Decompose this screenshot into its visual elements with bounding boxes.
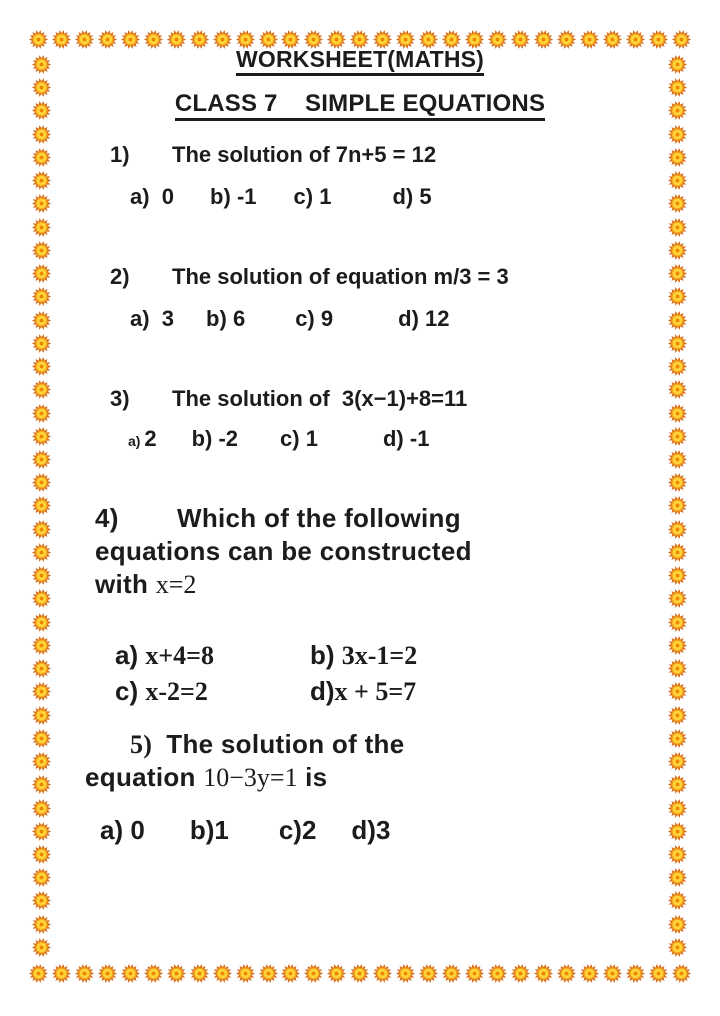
- border-flower-icon: [31, 774, 52, 795]
- border-flower-icon: [667, 612, 688, 633]
- border-flower-icon: [667, 635, 688, 656]
- border-flower-icon: [31, 519, 52, 540]
- border-flower-icon: [31, 472, 52, 493]
- option-b: [206, 304, 245, 334]
- border-flower-icon: [31, 310, 52, 331]
- option-label: d): [351, 815, 376, 845]
- question-4-equation: x=2: [155, 570, 197, 599]
- option-value: -1: [236, 184, 257, 209]
- border-flower-icon: [441, 963, 462, 984]
- border-flowers-left: [30, 54, 52, 958]
- option-value: 6: [232, 306, 246, 331]
- option-label: c): [278, 815, 302, 845]
- border-flower-icon: [667, 240, 688, 261]
- border-flower-icon: [31, 681, 52, 702]
- border-flower-icon: [31, 193, 52, 214]
- border-flower-icon: [667, 728, 688, 749]
- option-label: a): [115, 640, 146, 670]
- border-flower-icon: [667, 751, 688, 772]
- option-label: b): [210, 184, 237, 209]
- border-flower-icon: [667, 100, 688, 121]
- border-flower-icon: [28, 29, 49, 50]
- border-flower-icon: [31, 844, 52, 865]
- option-c: [115, 675, 310, 708]
- border-flower-icon: [667, 565, 688, 586]
- option-value: 3: [161, 306, 175, 331]
- border-flower-icon: [395, 963, 416, 984]
- border-flower-icon: [667, 217, 688, 238]
- option-d: [383, 424, 429, 454]
- question-3-number: 3): [110, 386, 130, 411]
- option-label: a): [130, 306, 162, 331]
- border-flower-icon: [667, 844, 688, 865]
- option-d: [392, 182, 431, 212]
- option-equation: x+4=8: [145, 641, 214, 670]
- border-flower-icon: [556, 963, 577, 984]
- border-flower-icon: [31, 147, 52, 168]
- option-b: [210, 182, 256, 212]
- border-flower-icon: [487, 963, 508, 984]
- border-flower-icon: [667, 356, 688, 377]
- border-flower-icon: [31, 217, 52, 238]
- option-c: [295, 304, 333, 334]
- border-flower-icon: [212, 963, 233, 984]
- option-d: [351, 814, 390, 847]
- question-4-number: 4): [95, 503, 119, 533]
- border-flower-icon: [31, 333, 52, 354]
- option-equation: x-2=2: [145, 677, 208, 706]
- question-4-options: [55, 639, 665, 708]
- question-1: [55, 140, 665, 170]
- border-flower-icon: [31, 821, 52, 842]
- border-flower-icon: [31, 798, 52, 819]
- border-flower-icon: [671, 963, 692, 984]
- option-value: -1: [409, 426, 430, 451]
- option-label: a): [130, 184, 162, 209]
- border-flower-icon: [667, 426, 688, 447]
- border-flower-icon: [31, 588, 52, 609]
- border-flower-icon: [31, 403, 52, 424]
- option-label: a): [128, 433, 145, 449]
- option-label: d): [398, 306, 426, 331]
- border-flower-icon: [31, 100, 52, 121]
- question-4: [55, 502, 665, 601]
- border-flower-icon: [667, 937, 688, 958]
- border-flower-icon: [667, 403, 688, 424]
- question-5: [55, 728, 665, 794]
- option-value: 1: [319, 184, 332, 209]
- question-4-line1: [95, 502, 665, 535]
- border-flower-icon: [97, 963, 118, 984]
- question-1-text: The solution of 7n+5 = 12: [172, 142, 437, 167]
- border-flower-icon: [372, 963, 393, 984]
- border-flower-icon: [31, 612, 52, 633]
- border-flower-icon: [189, 963, 210, 984]
- border-flower-icon: [31, 635, 52, 656]
- border-flower-icon: [31, 658, 52, 679]
- border-flower-icon: [31, 124, 52, 145]
- option-d: [398, 304, 449, 334]
- option-a: [128, 424, 157, 456]
- border-flower-icon: [667, 77, 688, 98]
- option-a: [115, 639, 310, 672]
- question-4-line2: equations can be constructed: [95, 536, 472, 566]
- border-flower-icon: [510, 963, 531, 984]
- border-flower-icon: [464, 963, 485, 984]
- border-flower-icon: [31, 263, 52, 284]
- option-value: 2: [301, 815, 317, 845]
- option-label: a): [100, 815, 131, 845]
- border-flower-icon: [667, 472, 688, 493]
- border-flower-icon: [31, 240, 52, 261]
- option-a: [130, 304, 174, 334]
- option-a: [100, 814, 145, 847]
- border-flower-icon: [31, 286, 52, 307]
- option-label: c): [295, 306, 321, 331]
- option-c: [280, 424, 318, 454]
- border-flower-icon: [31, 914, 52, 935]
- border-flower-icon: [258, 963, 279, 984]
- border-flower-icon: [667, 286, 688, 307]
- option-c: [279, 814, 317, 847]
- border-flower-icon: [667, 821, 688, 842]
- border-flower-icon: [31, 426, 52, 447]
- border-flower-icon: [667, 147, 688, 168]
- subtitle-row: [55, 90, 665, 118]
- border-flower-icon: [667, 681, 688, 702]
- option-equation: x + 5=7: [334, 677, 417, 706]
- border-flower-icon: [667, 890, 688, 911]
- question-3-options: [55, 424, 665, 456]
- question-2: [55, 262, 665, 292]
- border-flower-icon: [31, 449, 52, 470]
- option-a: [130, 182, 174, 212]
- border-flower-icon: [667, 263, 688, 284]
- border-flower-icon: [74, 963, 95, 984]
- worksheet-content: [55, 30, 665, 847]
- border-flower-icon: [31, 495, 52, 516]
- option-label: c): [115, 676, 146, 706]
- border-flower-icon: [667, 193, 688, 214]
- border-flower-icon: [667, 705, 688, 726]
- question-5-text-suffix: is: [297, 762, 328, 792]
- option-value: 1: [305, 426, 318, 451]
- border-flower-icon: [667, 333, 688, 354]
- option-label: c): [293, 184, 320, 209]
- border-flower-icon: [667, 54, 688, 75]
- border-flower-icon: [667, 588, 688, 609]
- question-5-text-line2: equation: [85, 762, 204, 792]
- border-flower-icon: [31, 728, 52, 749]
- border-flower-icon: [31, 751, 52, 772]
- border-flower-icon: [667, 124, 688, 145]
- border-flower-icon: [667, 495, 688, 516]
- question-2-options: [55, 304, 665, 334]
- border-flower-icon: [31, 77, 52, 98]
- border-flower-icon: [349, 963, 370, 984]
- title-row: [55, 46, 665, 73]
- question-4-text-line3: with: [95, 569, 156, 599]
- border-flower-icon: [418, 963, 439, 984]
- question-1-options: [55, 182, 665, 212]
- option-value: 0: [130, 815, 145, 845]
- border-flower-icon: [667, 914, 688, 935]
- option-d: [310, 675, 665, 708]
- border-flower-icon: [667, 798, 688, 819]
- page-title: WORKSHEET(MATHS): [236, 46, 484, 76]
- option-value: -2: [218, 426, 239, 451]
- border-flower-icon: [602, 963, 623, 984]
- border-flower-icon: [667, 379, 688, 400]
- option-value: 9: [320, 306, 334, 331]
- border-flower-icon: [667, 170, 688, 191]
- border-flower-icon: [31, 542, 52, 563]
- border-flower-icon: [667, 310, 688, 331]
- question-3-text: The solution of 3(x−1)+8=11: [172, 386, 468, 411]
- question-3: [55, 384, 665, 414]
- border-flower-icon: [31, 867, 52, 888]
- option-value: 2: [144, 426, 157, 451]
- question-1-number: 1): [110, 142, 130, 167]
- border-flower-icon: [235, 963, 256, 984]
- border-flower-icon: [166, 963, 187, 984]
- border-flower-icon: [303, 963, 324, 984]
- border-flower-icon: [671, 29, 692, 50]
- option-label: d): [310, 676, 335, 706]
- border-flower-icon: [31, 890, 52, 911]
- border-flower-icon: [31, 356, 52, 377]
- border-flower-icon: [143, 963, 164, 984]
- question-4-line3: [95, 568, 665, 601]
- option-label: b): [189, 815, 215, 845]
- question-5-equation: 10−3y=1: [203, 763, 298, 792]
- option-b: [310, 639, 665, 672]
- border-flower-icon: [648, 963, 669, 984]
- border-flowers-right: [666, 54, 688, 958]
- option-value: 3: [375, 815, 391, 845]
- border-flower-icon: [533, 963, 554, 984]
- option-label: d): [382, 426, 410, 451]
- border-flower-icon: [667, 519, 688, 540]
- border-flower-icon: [31, 705, 52, 726]
- option-equation: 3x-1=2: [341, 641, 418, 670]
- border-flower-icon: [280, 963, 301, 984]
- border-flower-icon: [31, 937, 52, 958]
- option-label: b): [191, 426, 219, 451]
- option-label: b): [310, 640, 342, 670]
- border-flower-icon: [28, 963, 49, 984]
- option-value: 5: [419, 184, 432, 209]
- option-label: d): [392, 184, 420, 209]
- option-b: [190, 814, 229, 847]
- border-flower-icon: [579, 963, 600, 984]
- border-flower-icon: [667, 774, 688, 795]
- question-2-text: The solution of equation m/3 = 3: [172, 264, 509, 289]
- question-5-line1: [85, 728, 665, 761]
- border-flower-icon: [51, 963, 72, 984]
- border-flower-icon: [31, 379, 52, 400]
- border-flower-icon: [667, 449, 688, 470]
- border-flower-icon: [667, 542, 688, 563]
- border-flower-icon: [625, 963, 646, 984]
- question-5-options: [55, 814, 665, 847]
- border-flowers-bottom: [28, 962, 692, 984]
- border-flower-icon: [31, 54, 52, 75]
- option-c: [294, 182, 332, 212]
- option-b: [192, 424, 238, 454]
- border-flower-icon: [326, 963, 347, 984]
- option-label: c): [280, 426, 306, 451]
- question-5-text-line1: The solution of the: [166, 729, 405, 759]
- page-subtitle: CLASS 7 SIMPLE EQUATIONS: [175, 90, 545, 121]
- question-2-number: 2): [110, 264, 130, 289]
- border-flower-icon: [120, 963, 141, 984]
- option-label: b): [206, 306, 233, 331]
- border-flower-icon: [667, 867, 688, 888]
- option-value: 12: [425, 306, 450, 331]
- border-flower-icon: [667, 658, 688, 679]
- question-5-line2: [85, 761, 665, 794]
- border-flower-icon: [31, 565, 52, 586]
- option-value: 0: [161, 184, 175, 209]
- option-value: 1: [214, 815, 229, 845]
- question-5-number: 5): [130, 730, 153, 759]
- border-flower-icon: [31, 170, 52, 191]
- question-4-text-line1: Which of the following: [177, 503, 461, 533]
